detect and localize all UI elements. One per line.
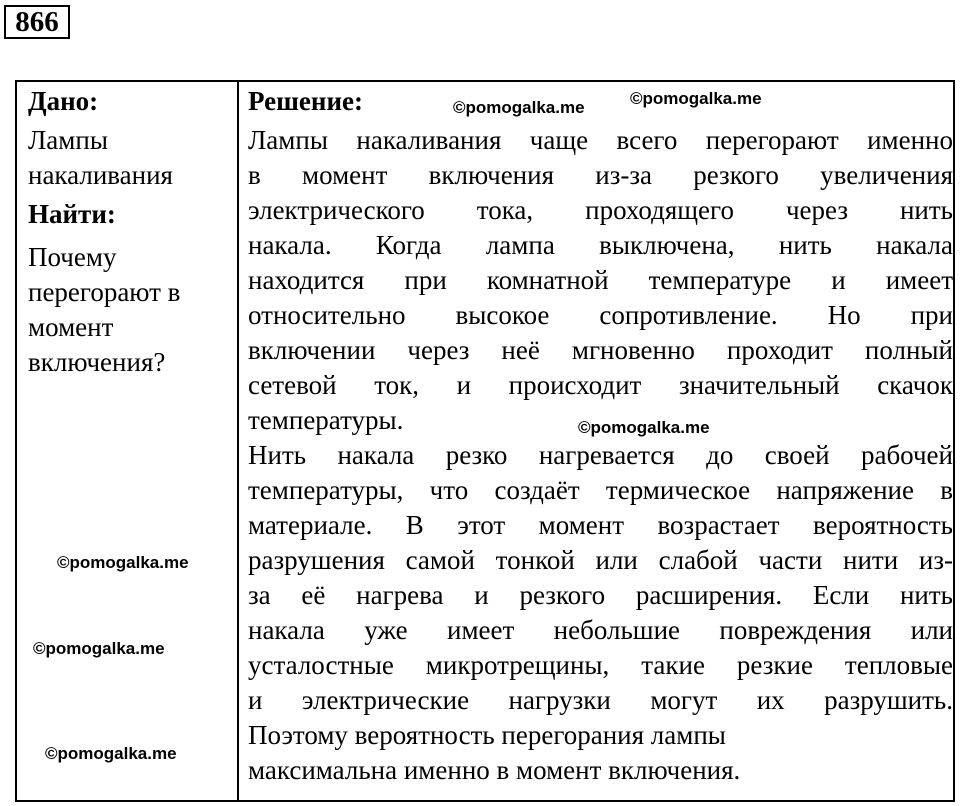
solution-line: относительно высокое сопротивление. Но при: [248, 300, 953, 330]
solution-line: Поэтому вероятность перегорания лампы: [248, 720, 726, 750]
find-line: Почему: [28, 242, 117, 272]
solution-line: электрического тока, проходящего через нить: [248, 195, 953, 225]
solution-line: Нить накала резко нагревается до своей рабочей: [248, 440, 953, 470]
solution-line: температуры, что создаёт термическое напряжение в: [248, 475, 953, 505]
find-text: [28, 240, 228, 380]
solution-line: материале. В этот момент возрастает вероятность: [248, 510, 953, 540]
given-line: накаливания: [28, 160, 173, 190]
watermark: ©pomogalka.me: [33, 639, 165, 658]
watermark: ©pomogalka.me: [578, 418, 710, 437]
solution-text: [248, 123, 953, 788]
given-heading: Дано:: [28, 86, 99, 116]
solution-line: усталостные микротрещины, такие резкие тепловые: [248, 650, 953, 680]
find-line: включения?: [28, 347, 166, 377]
watermark: ©pomogalka.me: [630, 89, 762, 108]
solution-line: Лампы накаливания чаще всего перегорают именно: [248, 125, 953, 155]
solution-line: температуры.: [248, 405, 404, 435]
solution-line: накала. Когда лампа выключена, нить накала: [248, 230, 953, 260]
find-line: перегорают в: [28, 277, 181, 307]
find-heading: Найти:: [28, 199, 116, 229]
solution-line: находится при комнатной температуре и имеет: [248, 265, 953, 295]
solution-table: [15, 80, 955, 802]
column-divider: [237, 82, 239, 800]
find-line: момент: [28, 312, 114, 342]
solution-line: накала уже имеет небольшие повреждения или: [248, 615, 953, 645]
watermark: ©pomogalka.me: [45, 744, 177, 763]
solution-line: сетевой ток, и происходит значительный скачок: [248, 370, 953, 400]
given-find-column: [28, 82, 228, 380]
solution-line: за её нагрева и резкого расширения. Если нить: [248, 580, 953, 610]
watermark: ©pomogalka.me: [453, 98, 585, 117]
solution-heading: Решение:: [248, 86, 363, 116]
problem-number: 866: [4, 5, 70, 39]
solution-line: и электрические нагрузки могут их разрушить.: [248, 685, 953, 715]
solution-line: разрушения самой тонкой или слабой части нити из-: [248, 545, 953, 575]
given-text: [28, 123, 228, 193]
solution-line: максимальна именно в момент включения.: [248, 755, 741, 785]
solution-line: включении через неё мгновенно проходит полный: [248, 335, 953, 365]
given-line: Лампы: [28, 125, 108, 155]
solution-line: в момент включения из-за резкого увеличения: [248, 160, 953, 190]
watermark: ©pomogalka.me: [57, 553, 189, 572]
